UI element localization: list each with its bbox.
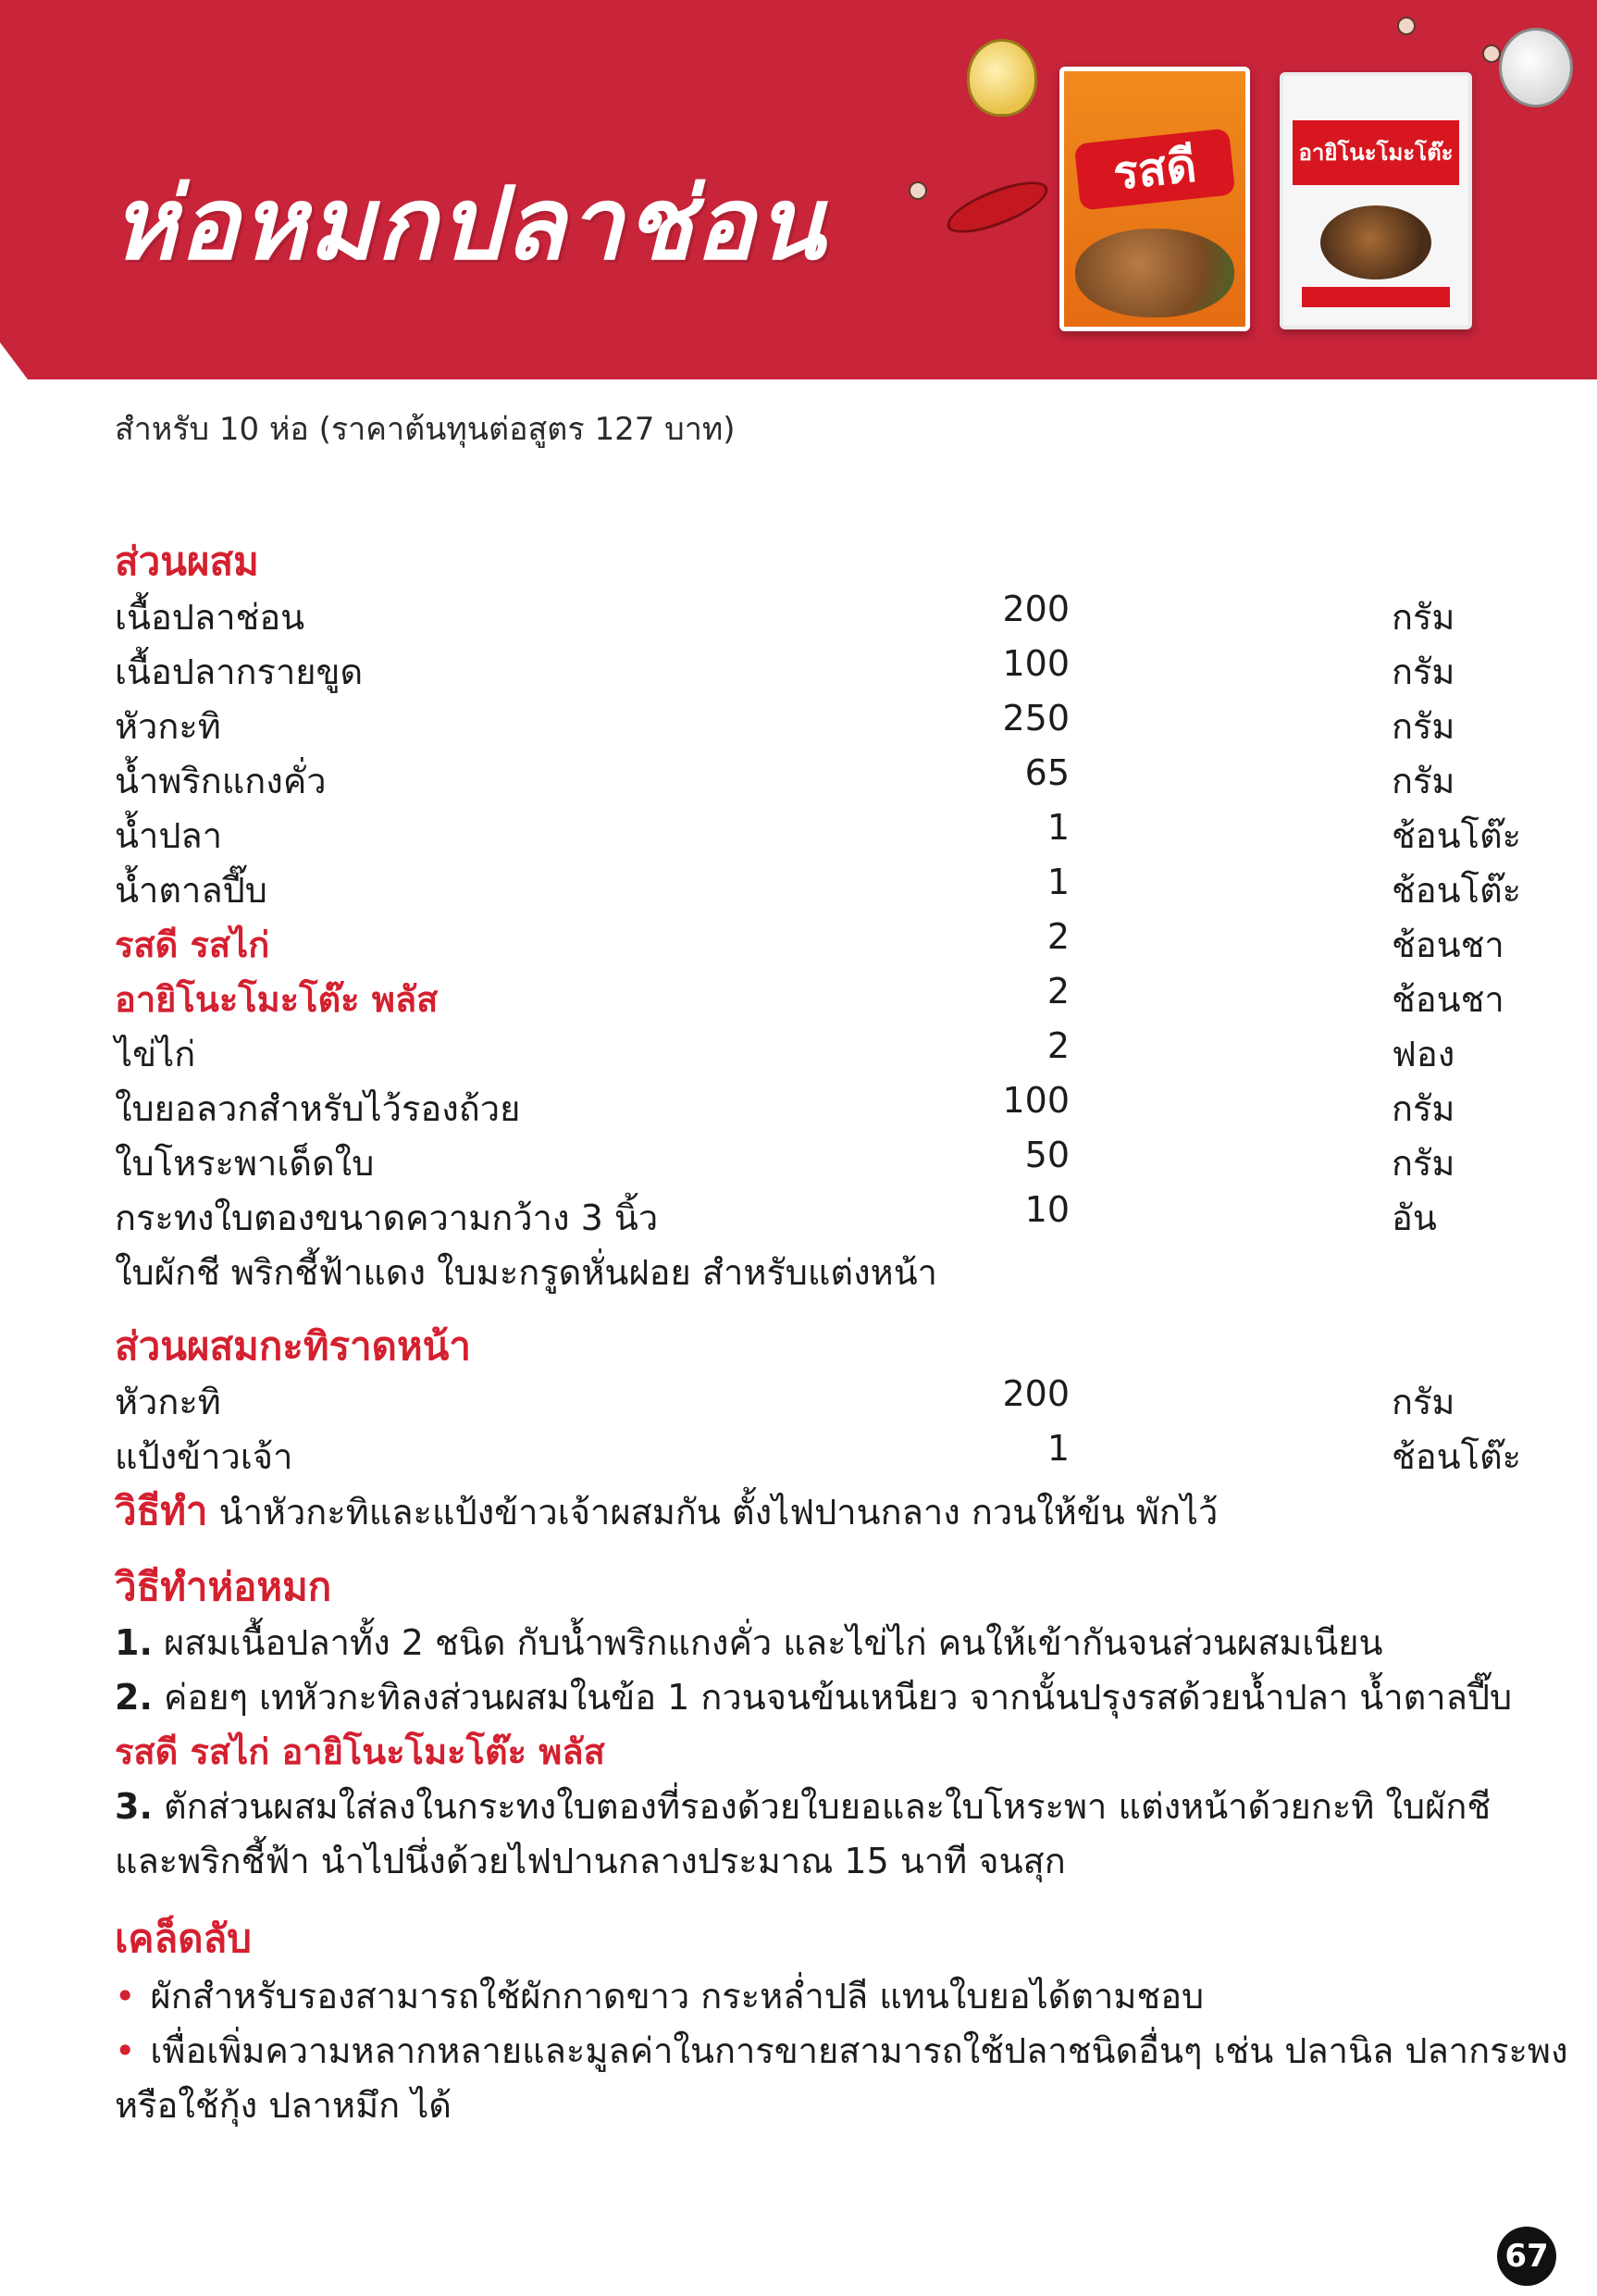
ingredient-unit: กรัม <box>1392 1382 1455 1422</box>
ingredient-qty: 1 <box>1046 1428 1070 1469</box>
ingredient-row <box>115 752 1503 804</box>
rosdee-logo: รสดี <box>1074 128 1236 210</box>
ingredient-row <box>115 807 1522 859</box>
tip-text: เพื่อเพิ่มความหลากหลายและมูลค่าในการขายสามารถใช้ปลาชนิดอื่นๆ เช่น ปลานิล ปลากระพง <box>150 2030 1568 2071</box>
ingredient-name-highlight: รสดี รสไก่ <box>115 925 270 965</box>
bullet-icon: • <box>115 1976 136 2017</box>
ingredient-unit: กรัม <box>1392 761 1455 801</box>
ingredient-name: ใบยอลวกสำหรับไว้รองถ้วย <box>115 1088 521 1129</box>
ingredient-qty: 50 <box>1024 1135 1070 1175</box>
ingredient-unit: ช้อนชา <box>1392 925 1504 965</box>
ingredient-row <box>115 698 1503 750</box>
ingredient-qty: 2 <box>1046 916 1070 957</box>
ingredient-row <box>115 862 1522 913</box>
topping-method <box>115 1481 1218 1542</box>
garlic-icon <box>1499 28 1573 107</box>
method-label: วิธีทำ <box>115 1488 208 1533</box>
ingredient-name: กระทงใบตองขนาดความกว้าง 3 นิ้ว <box>115 1198 659 1238</box>
bullet-icon: • <box>115 2030 136 2071</box>
package-band <box>1302 287 1450 307</box>
ingredient-unit: กรัม <box>1392 1088 1455 1129</box>
step-text: ผสมเนื้อปลาทั้ง 2 ชนิด กับน้ำพริกแกงคั่ว และไข่ไก่ คนให้เข้ากันจนส่วนผสมเนียน <box>163 1622 1383 1663</box>
ingredient-unit: กรัม <box>1392 1143 1455 1184</box>
rosdee-package-image <box>1059 67 1250 331</box>
ingredient-unit: กรัม <box>1392 652 1455 692</box>
ingredient-name: เนื้อปลาช่อน <box>115 597 305 638</box>
spice-dot-icon <box>1482 44 1501 63</box>
ingredient-unit: ช้อนโต๊ะ <box>1392 815 1522 856</box>
ingredient-qty: 2 <box>1046 1025 1070 1066</box>
ingredient-unit: ฟอง <box>1392 1034 1455 1074</box>
page-title: ห่อหมกปลาช่อน <box>111 166 827 282</box>
method-step <box>115 1614 1383 1670</box>
onion-icon <box>967 39 1037 117</box>
ingredient-row <box>115 643 1503 695</box>
step-continuation: และพริกชี้ฟ้า นำไปนึ่งด้วยไฟปานกลางประมาณ 15 นาที จนสุก <box>115 1841 1066 1881</box>
ingredient-qty: 10 <box>1024 1189 1070 1230</box>
ingredient-row <box>115 971 1503 1023</box>
ingredient-unit: อัน <box>1392 1198 1437 1238</box>
ingredient-qty: 65 <box>1024 752 1070 793</box>
servings-note: สำหรับ 10 ห่อ (ราคาต้นทุนต่อสูตร 127 บาท) <box>115 411 736 448</box>
ingredient-name-highlight: อายิโนะโมะโต๊ะ พลัส <box>115 979 439 1020</box>
tip-item <box>115 1967 1204 2024</box>
ajinomoto-package-image <box>1280 72 1472 329</box>
step-number: 1. <box>115 1622 153 1663</box>
ajinomoto-logo: อายิโนะโมะโต๊ะ <box>1293 120 1459 185</box>
ingredient-row <box>115 1135 1503 1186</box>
ingredient-name: ใบโหระพาเด็ดใบ <box>115 1143 375 1184</box>
spice-dot-icon <box>1397 17 1416 35</box>
ingredient-row <box>115 589 1503 640</box>
bowl-photo <box>1320 205 1431 279</box>
ingredient-name: น้ำตาลปี๊บ <box>115 870 267 911</box>
step-number: 3. <box>115 1786 153 1827</box>
garnish-note: ใบผักชี พริกชี้ฟ้าแดง ใบมะกรูดหั่นฝอย สำหรับแต่งหน้า <box>115 1252 938 1293</box>
ingredient-qty: 100 <box>1002 1080 1070 1121</box>
ingredient-unit: ช้อนโต๊ะ <box>1392 1436 1522 1477</box>
ingredient-unit: ช้อนชา <box>1392 979 1504 1020</box>
topping-row <box>115 1428 1522 1480</box>
food-photo <box>1075 229 1234 317</box>
step-text: ตักส่วนผสมใส่ลงในกระทงใบตองที่รองด้วยใบยอและใบโหระพา แต่งหน้าด้วยกะทิ ใบผักชี <box>163 1786 1492 1827</box>
ingredient-qty: 1 <box>1046 862 1070 902</box>
ingredient-row <box>115 1080 1503 1132</box>
ingredient-row <box>115 1025 1503 1077</box>
ingredient-qty: 200 <box>1002 589 1070 629</box>
ingredient-unit: กรัม <box>1392 706 1455 747</box>
ingredient-name: เนื้อปลากรายขูด <box>115 652 364 692</box>
ingredient-name: หัวกะทิ <box>115 706 221 747</box>
tip-continuation: หรือใช้กุ้ง ปลาหมึก ได้ <box>115 2085 452 2126</box>
ingredient-name: น้ำปลา <box>115 815 223 856</box>
ingredient-qty: 2 <box>1046 971 1070 1011</box>
ingredients-heading: ส่วนผสม <box>115 539 259 584</box>
ingredient-name: น้ำพริกแกงคั่ว <box>115 761 327 801</box>
tips-heading: เคล็ดลับ <box>115 1916 252 1961</box>
ingredient-name: แป้งข้าวเจ้า <box>115 1436 293 1477</box>
ingredient-qty: 200 <box>1002 1373 1070 1414</box>
ingredient-unit: กรัม <box>1392 597 1455 638</box>
ingredient-qty: 100 <box>1002 643 1070 684</box>
ingredient-name: หัวกะทิ <box>115 1382 221 1422</box>
tip-text: ผักสำหรับรองสามารถใช้ผักกาดขาว กระหล่ำปลี แทนใบยอได้ตามชอบ <box>150 1976 1205 2017</box>
step-text: ค่อยๆ เทหัวกะทิลงส่วนผสมในข้อ 1 กวนจนข้นเหนียว จากนั้นปรุงรสด้วยน้ำปลา น้ำตาลปี๊บ <box>163 1677 1513 1718</box>
page-number: 67 <box>1497 2227 1556 2286</box>
ingredient-row <box>115 1189 1503 1241</box>
ingredient-qty: 250 <box>1002 698 1070 738</box>
step-number: 2. <box>115 1677 153 1718</box>
topping-row <box>115 1373 1503 1425</box>
method-text: นำหัวกะทิและแป้งข้าวเจ้าผสมกัน ตั้งไฟปานกลาง กวนให้ข้น พักไว้ <box>218 1492 1219 1533</box>
method-step <box>115 1669 1512 1725</box>
step-continuation: รสดี รสไก่ อายิโนะโมะโต๊ะ พลัส <box>115 1731 605 1772</box>
ingredient-name: ไข่ไก่ <box>115 1034 196 1074</box>
method-step <box>115 1778 1491 1834</box>
ingredient-unit: ช้อนโต๊ะ <box>1392 870 1522 911</box>
method-heading: วิธีทำห่อหมก <box>115 1564 332 1609</box>
spice-dot-icon <box>909 181 927 200</box>
topping-heading: ส่วนผสมกะทิราดหน้า <box>115 1323 471 1369</box>
tip-item <box>115 2022 1568 2079</box>
ingredient-qty: 1 <box>1046 807 1070 848</box>
ingredient-row <box>115 916 1503 968</box>
